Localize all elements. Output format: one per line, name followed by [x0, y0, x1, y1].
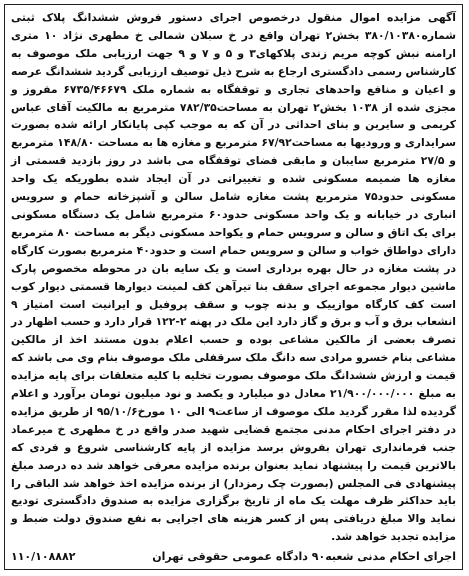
notice-footer — [11, 546, 456, 566]
issuer-name: اجرای احکام مدنی شعبه۹۰ دادگاه عمومی حقوقی تهران — [152, 549, 456, 563]
notice-code: ۱۱۰/۱۰۸۸۸۲ — [11, 549, 76, 563]
notice-body: آگهی مزایده اموال منقول درخصوص اجرای دستور فروش ششدانگ پلاک ثبتی شماره۳۸۰/۱۰۳۸۰ بخش۲ تهران واقع در خ سبلان شمالی خ مطهری نژاد ۱۰ متری ارامنه نبش کوچه مریم زندی پلاکهای۳ و ۵ و ۷ و ۹ جهت ارزیابی ملک موصوف به کارشناس رسمی دادگستری ارجاع به شرح ذیل توصیف ارزیابی گردید ششدانگ عرصه و اعیان و منافع واحدهای تجاری و توقفگاه به شماره ملک ۶۷۳۵/۴۶۶۷۹ مفروز و مجزی شده از ۱۰۳۸ بخش۲ تهران به مساحت۷۸۲/۳۵ مترمربع به مالکیت آقای عباس کریمی و سایرین و بنای احداثی در آن که به موجب کپی پایانکار ارائه شده بصورت سرایداری و ورودیها به مساحت۶۷/۹۲ مترمربع و مغازه ها به مساحت ۱۴۸/۸۰ مترمربع و ۲۷/۵ مترمربع سایبان و مابقی فضای توقفگاه می باشد در روز بازدید قسمتی از مغازه ها ضمیمه مسکونی شده و تغییراتی در آن ایجاد شده بطوریکه یک واحد مسکونی حدود۷۵ مترمربع پشت مغازه شامل سالن و آشپزخانه حمام و سرویس انباری در خیابانه و یک واحد مسکونی حدود۶۰ مترمربع شامل یک دستگاه مسکونی برای یک اتاق و سالن و سرویس حمام و یکواحد مسکونی دیگر به مساحت ۸۰ مترمربع دارای دواطاق خواب و سالن و سرویس حمام است و حدود۴۰ مترمربع بصورت کارگاه در پشت مغازه در حال بهره برداری است و یک سایه بان در محوطه مخصوص پارک ماشین دیوار مجموعه اجرای سقف بنا تیرآهن کف لمینت دیوارها قسمتی دیوار کوب است کف کارگاه موازییک و بدنه چوب و سقف پروفیل و ایرانیت است امتیاز ۹ انشعاب برق و آب و برق و گاز دارد این ملک در پهنه ۲-۱۲۲ قرار دارد و حسب اظهار در تصرف بعضی از مالکین مشاعی بوده و حسب اعلام بدون مستند اخذ از مالکین مشاعی بنام خسرو مرادی سه دانگ ملک سرقفلی ملک موصوف بنام وی می باشد که قیمت و ارزش ششدانگ ملک موصوف بصورت تخلیه با کلیه متعلقات برای پایه مزایده به مبلغ ۲۱/۹۰۰/۰۰۰/۰۰۰ معادل دو میلیارد و یکصد و نود میلیون تومان برآورد و اعلام گردیده لذا مقرر گردید ملک موصوف از ساعت۹ الی ۱۰ مورخ۹۵/۱۰/۶ از طریق مزایده در دفتر اجرای احکام مدنی مجتمع قضایی شهید صدر واقع در خ مطهری خ میرعماد جنب فرمانداری تهران بفروش برسد مزایده از پایه کارشناسی شروع و فردی که بالاترین قیمت را پیشنهاد نماید بعنوان برنده مزایده معرفی خواهد شد ده درصد مبلغ پیشنهادی فی المجلس (بصورت چک رمزدار) از برنده مزایده اخذ خواهد شد الباقی را باید حداکثر ظرف مهلت یک ماه از تاریخ برگزاری مزایده به صندوق دادگستری تودیع نماید والا مبلغ دریافتی پس از کسر هزینه های اجرایی به نفع صندوق دولت ضبط و مزایده تجدید خواهد شد. — [11, 11, 457, 544]
auction-notice — [4, 4, 463, 570]
